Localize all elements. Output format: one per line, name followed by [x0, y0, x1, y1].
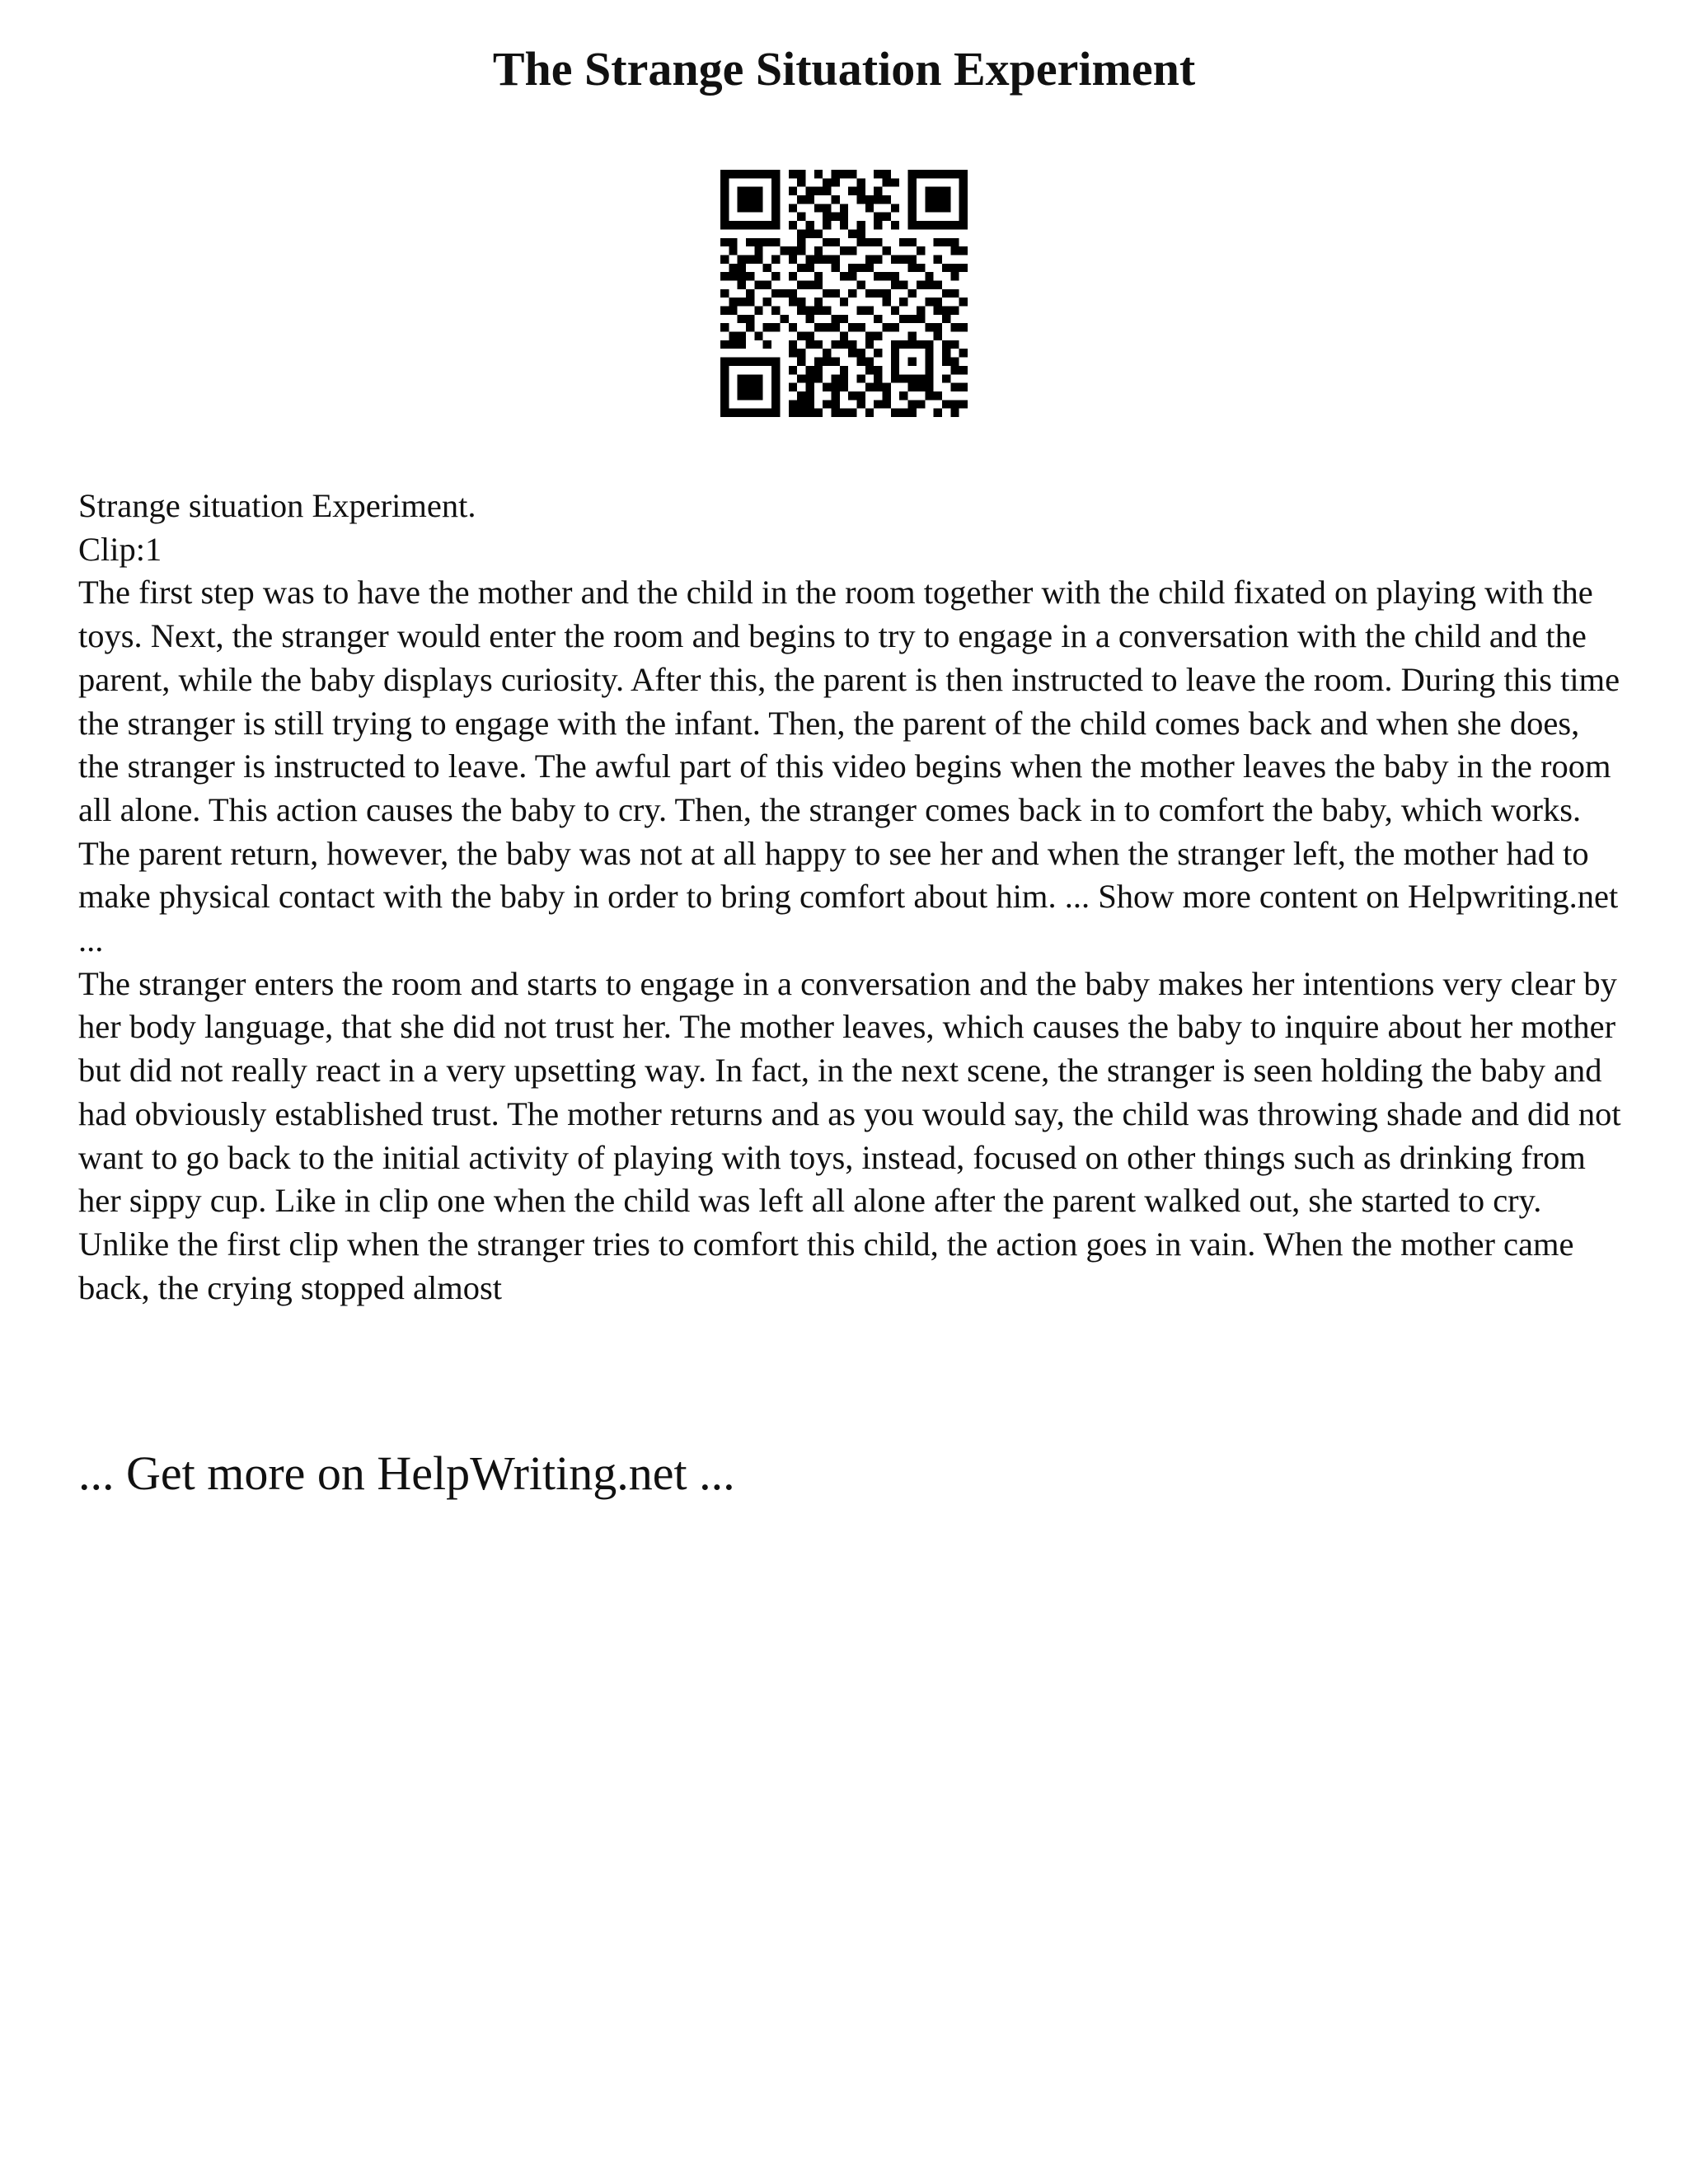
qr-alignment: [891, 340, 934, 383]
qr-code-graphic: [720, 170, 968, 417]
article-body: [78, 485, 1628, 1310]
paragraph-clip-one: The first step was to have the mother and the child in the room together with the child fixated on playing with the toys. Next, the stranger would enter the room and begins to try to engage in a conversation with the child and the parent, while the baby displays curiosity. After this, the parent is then instructed to leave the room. During this time the stranger is still trying to engage with the infant. Then, the parent of the child comes back and when she does, the stranger is instructed to leave. The awful part of this video begins when the mother leaves the baby in the room all alone. This action causes the baby to cry. Then, the stranger comes back in to comfort the baby, which works. The parent return, however, the baby was not at all happy to see her and when the stranger left, the mother had to make physical contact with the baby in order to bring comfort about him. ... Show more content on Helpwriting.net ...: [78, 574, 1620, 959]
get-more-link[interactable]: ... Get more on HelpWriting.net ...: [78, 1446, 735, 1500]
paragraph-heading: Strange situation Experiment.: [78, 487, 476, 524]
page-title: The Strange Situation Experiment: [492, 42, 1196, 96]
paragraph-clip-label: Clip:1: [78, 530, 162, 568]
paragraph-clip-two: The stranger enters the room and starts to engage in a conversation and the baby makes her intentions very clear by her body language, that she did not trust her. The mother leaves, which causes the baby to inquire about her mother but did not really react in a very upsetting way. In fact, in the next scene, the stranger is seen holding the baby and had obviously established trust. The mother returns and as you would say, the child was throwing shade and did not want to go back to the initial activity of playing with toys, instead, focused on other things such as drinking from her sippy cup. Like in clip one when the child was left all alone after the parent walked out, she started to cry. Unlike the first clip when the stranger tries to comfort this child, the action goes in vain. When the mother came back, the crying stopped almost: [78, 964, 1621, 1306]
qr-code: [720, 170, 968, 417]
